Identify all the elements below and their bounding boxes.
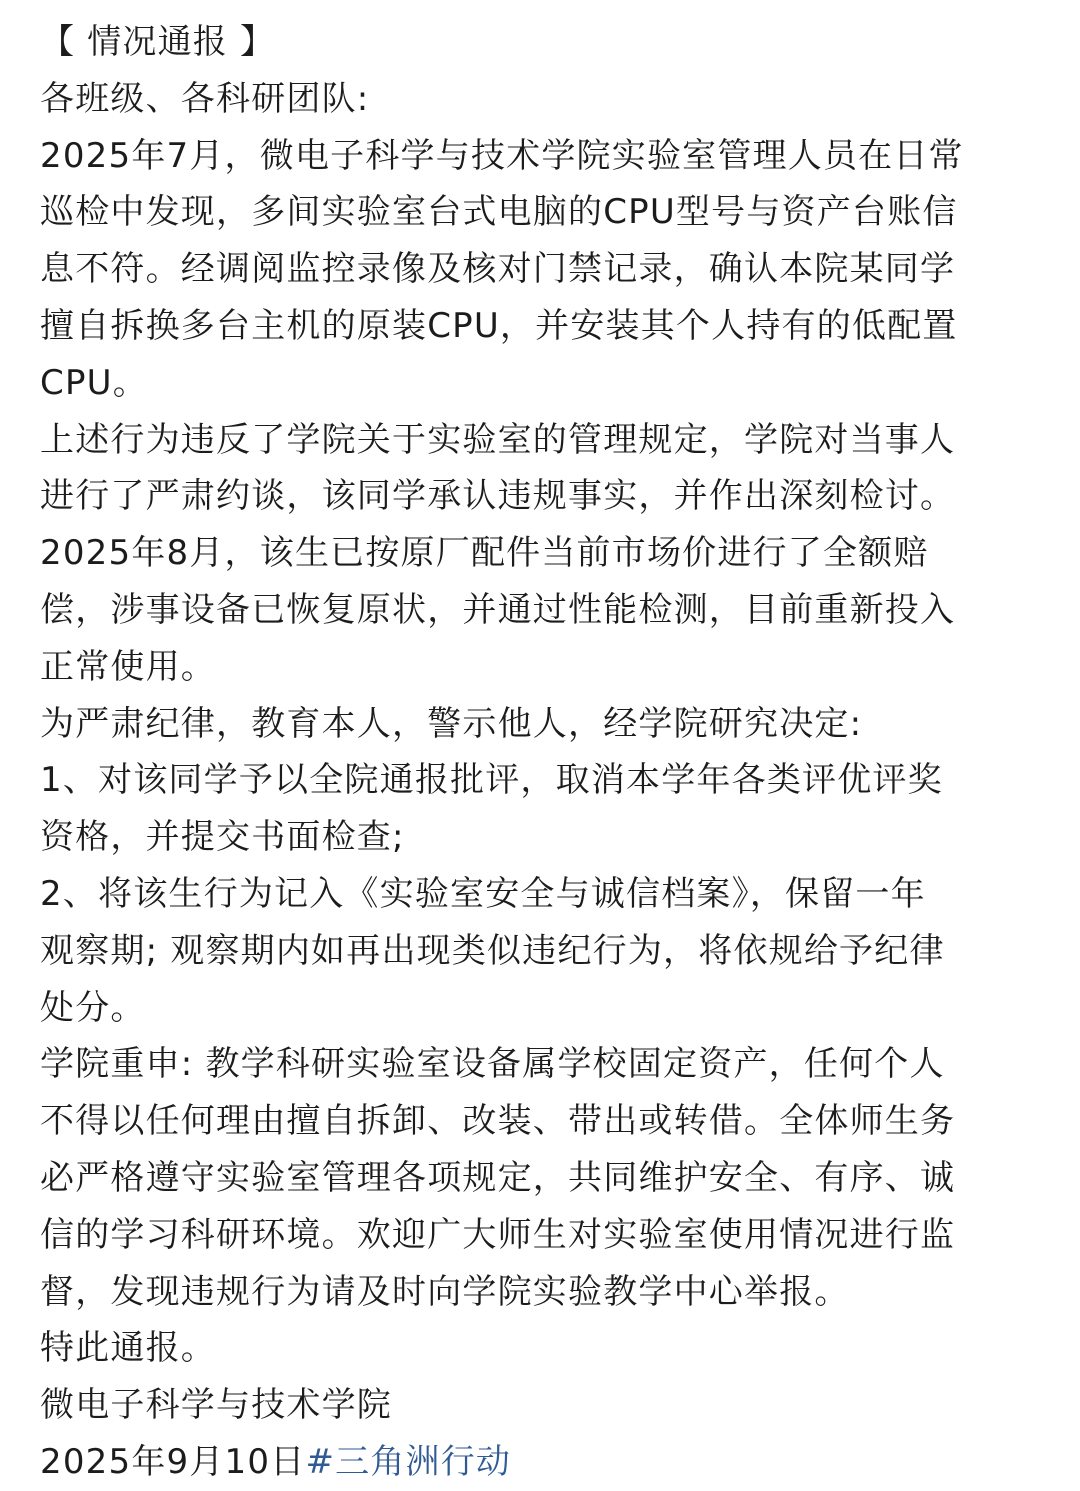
notice-paragraph-decision-intro: 为严肃纪律，教育本人，警示他人，经学院研究决定: xyxy=(40,703,863,744)
notice-decision-item-2: 2、将该生行为记入《实验室安全与诚信档案》，保留一年 观察期; 观察期内如再出现类似违纪行为，将依规给予纪律 处分。 xyxy=(40,873,945,1028)
hashtag-link[interactable]: #三角洲行动 xyxy=(305,1441,512,1482)
notice-date: 2025年9月10日 xyxy=(40,1441,306,1482)
notice-paragraph-reiteration: 学院重申: 教学科研实验室设备属学校固定资产，任何个人 不得以任何理由擅自拆卸、改装、带出或转借。全体师生务 必严格遵守实验室管理各项规定，共同维护安全、有序、诚 信的学习科研环境。欢迎广大师生对实验室使用情况进行监 督，发现违规行为请及时向学院实验教学中心举报。 xyxy=(40,1044,956,1312)
date-line xyxy=(40,1434,1050,1491)
notice-closing: 特此通报。 xyxy=(40,1328,216,1369)
notice-title: 【 情况通报 】 xyxy=(40,22,276,62)
notice-paragraph-incident: 2025年7月，微电子科学与技术学院实验室管理人员在日常 巡检中发现，多间实验室台式电脑的CPU型号与资产台账信 息不符。经调阅监控录像及核对门禁记录，确认本院某同学 擅自拆换多台主机的原装CPU，并安装其个人持有的低配置 CPU。 xyxy=(40,135,964,403)
notice-signature: 微电子科学与技术学院 xyxy=(40,1385,392,1426)
post-body xyxy=(40,14,1050,1491)
notice-paragraph-violation: 上述行为违反了学院关于实验室的管理规定，学院对当事人 进行了严肃约谈，该同学承认违规事实，并作出深刻检讨。 xyxy=(40,419,956,517)
notice-decision-item-1: 1、对该同学予以全院通报批评，取消本学年各类评优评奖 资格，并提交书面检查; xyxy=(40,760,943,858)
notice-paragraph-compensation: 2025年8月，该生已按原厂配件当前市场价进行了全额赔 偿，涉事设备已恢复原状，并通过性能检测，目前重新投入 正常使用。 xyxy=(40,533,956,687)
notice-salutation: 各班级、各科研团队: xyxy=(40,78,370,119)
